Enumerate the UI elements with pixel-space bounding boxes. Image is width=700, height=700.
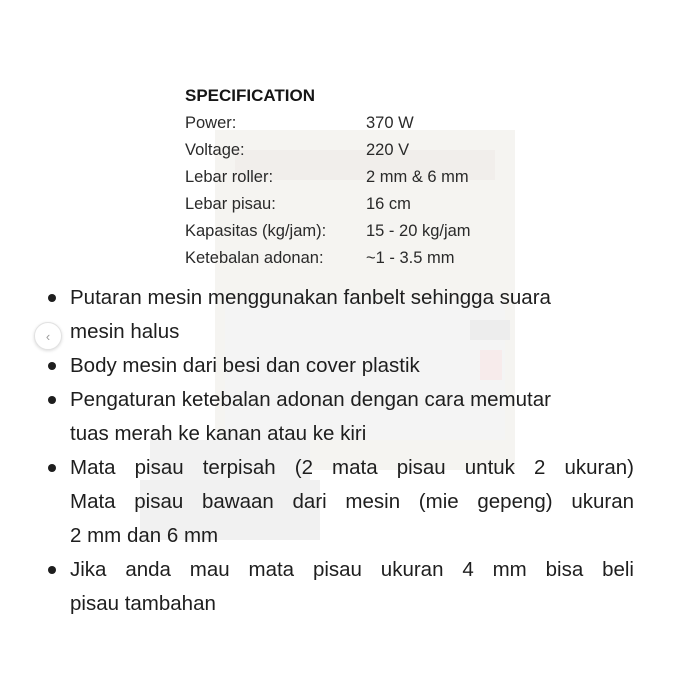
spec-label: Lebar pisau: (185, 195, 276, 213)
spec-value: 2 mm & 6 mm (366, 168, 469, 186)
list-item (44, 451, 644, 553)
list-item (44, 349, 644, 383)
list-item-line: Jika anda mau mata pisau ukuran 4 mm bisa beli (70, 558, 634, 581)
spec-row-power (185, 110, 545, 137)
feature-list (44, 281, 644, 621)
list-item (44, 553, 644, 621)
list-item-line: tuas merah ke kanan atau ke kiri (70, 422, 367, 445)
bullet-icon (48, 294, 56, 302)
list-item-line: Body mesin dari besi dan cover plastik (70, 354, 420, 377)
bullet-icon (48, 464, 56, 472)
bullet-icon (48, 566, 56, 574)
chevron-left-icon: ‹ (45, 328, 51, 344)
spec-label: Power: (185, 114, 237, 132)
spec-row-lebar-pisau (185, 191, 545, 218)
spec-row-lebar-roller (185, 164, 545, 191)
spec-row-voltage (185, 137, 545, 164)
specification-title: SPECIFICATION (185, 86, 316, 105)
spec-value: 370 W (366, 114, 414, 132)
bullet-icon (48, 396, 56, 404)
list-item-line: Mata pisau bawaan dari mesin (mie gepeng) ukuran (70, 490, 634, 513)
bullet-icon (48, 362, 56, 370)
spec-value: 15 - 20 kg/jam (366, 222, 471, 240)
spec-label: Voltage: (185, 141, 245, 159)
list-item (44, 281, 644, 349)
spec-value: ~1 - 3.5 mm (366, 249, 455, 267)
list-item-line: pisau tambahan (70, 592, 216, 615)
spec-value: 16 cm (366, 195, 411, 213)
list-item-line: mesin halus (70, 320, 180, 343)
spec-row-kapasitas (185, 218, 545, 245)
spec-row-ketebalan (185, 245, 545, 272)
spec-label: Lebar roller: (185, 168, 274, 186)
list-item-line: Pengaturan ketebalan adonan dengan cara memutar (70, 388, 551, 411)
specification-table (185, 84, 545, 272)
spec-label: Kapasitas (kg/jam): (185, 222, 327, 240)
list-item-line: 2 mm dan 6 mm (70, 524, 219, 547)
list-item-line: Putaran mesin menggunakan fanbelt sehingga suara (70, 286, 551, 309)
spec-label: Ketebalan adonan: (185, 249, 324, 267)
list-item (44, 383, 644, 451)
spec-value: 220 V (366, 141, 410, 159)
list-item-line: Mata pisau terpisah (2 mata pisau untuk 2 ukuran) (70, 456, 634, 479)
